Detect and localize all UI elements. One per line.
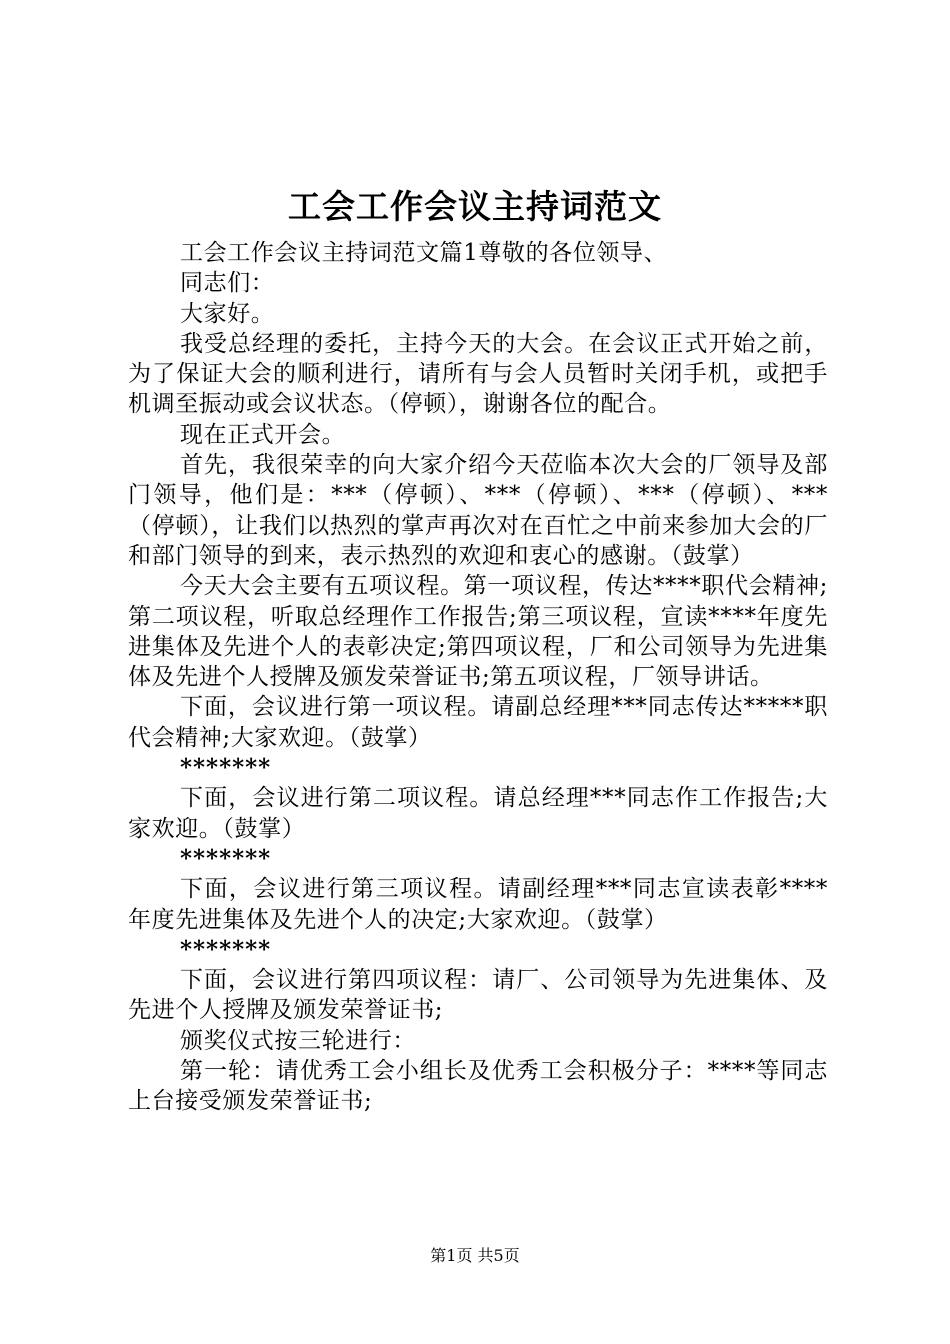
paragraph: 下面，会议进行第三项议程。请副经理***同志宣读表彰****年度先进集体及先进个人的决定;大家欢迎。（鼓掌） — [128, 876, 828, 933]
paragraph: 同志们： — [180, 270, 275, 297]
paragraph: 今天大会主要有五项议程。第一项议程，传达****职代会精神;第二项议程，听取总经理作工作报告;第三项议程，宣读****年度先进集体及先进个人的表彰决定;第四项议程，厂和公司领导为先进集体及先进个人授牌及颁发荣誉证书;第五项议程，厂领导讲话。 — [128, 573, 828, 691]
document-body — [128, 238, 828, 1117]
paragraph: 下面，会议进行第二项议程。请总经理***同志作工作报告;大家欢迎。（鼓掌） — [128, 785, 828, 842]
paragraph: 现在正式开会。 — [180, 421, 346, 448]
document-title: 工会工作会议主持词范文 — [288, 187, 662, 226]
paragraph: 下面，会议进行第四项议程：请厂、公司领导为先进集体、及先进个人授牌及颁发荣誉证书; — [128, 967, 828, 1024]
separator-line: ******* — [180, 754, 272, 782]
paragraph: 大家好。 — [180, 300, 275, 327]
paragraph: 工会工作会议主持词范文篇1尊敬的各位领导、 — [180, 240, 668, 266]
paragraph: 首先，我很荣幸的向大家介绍今天莅临本次大会的厂领导及部门领导，他们是：***（停顿）、***（停顿）、***（停顿）、***（停顿），让我们以热烈的掌声再次对在百忙之中前来参加大会的厂和部门领导的到来，表示热烈的欢迎和衷心的感谢。（鼓掌） — [128, 452, 828, 569]
paragraph: 颁奖仪式按三轮进行： — [180, 1027, 416, 1054]
paragraph: 下面，会议进行第一项议程。请副总经理***同志传达*****职代会精神;大家欢迎。（鼓掌） — [128, 694, 828, 751]
paragraph: 我受总经理的委托，主持今天的大会。在会议正式开始之前，为了保证大会的顺利进行，请所有与会人员暂时关闭手机，或把手机调至振动或会议状态。（停顿），谢谢各位的配合。 — [128, 330, 828, 418]
paragraph: 第一轮：请优秀工会小组长及优秀工会积极分子：****等同志上台接受颁发荣誉证书; — [128, 1058, 828, 1115]
separator-line: ******* — [180, 935, 272, 963]
page-footer: 第1页 共5页 — [430, 1246, 520, 1265]
separator-line: ******* — [180, 844, 272, 872]
